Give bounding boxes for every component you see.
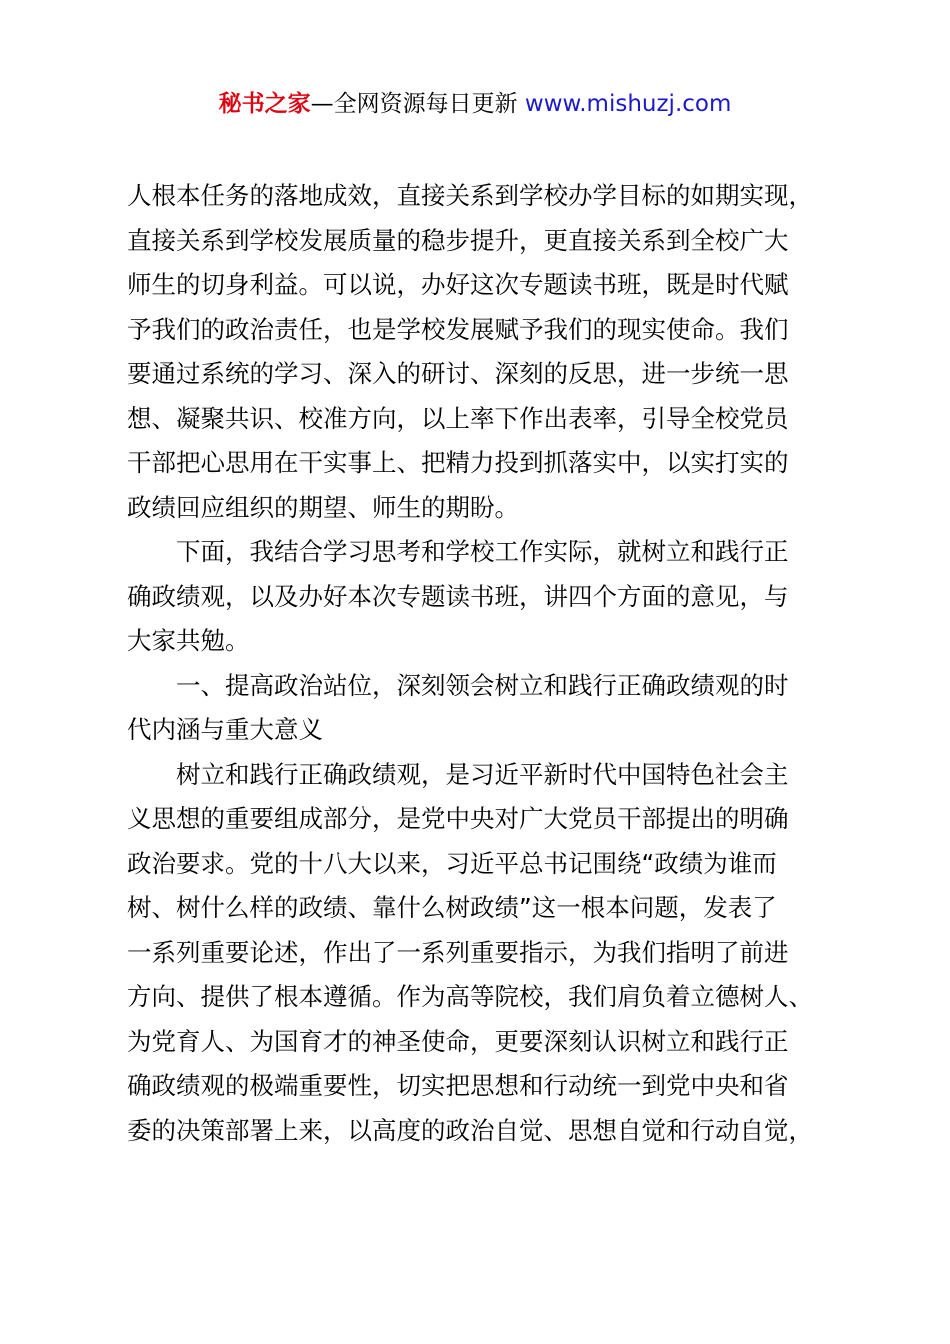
document-body <box>127 174 827 1153</box>
body-line: 大家共勉。 <box>127 626 250 655</box>
body-line: 政绩回应组织的期望、师生的期盼。 <box>127 492 519 522</box>
section-heading-line: 一、提高政治站位，深刻领会树立和践行正确政绩观的时 <box>127 670 789 700</box>
body-line: 人根本任务的落地成效，直接关系到学校办学目标的如期实现， <box>127 181 813 210</box>
body-line: 确政绩观的极端重要性，切实把思想和行动统一到党中央和省 <box>127 1071 789 1100</box>
body-line: 树立和践行正确政绩观，是习近平新时代中国特色社会主 <box>127 759 789 789</box>
body-line: 一系列重要论述，作出了一系列重要指示，为我们指明了前进 <box>127 937 789 967</box>
body-line: 方向、提供了根本遵循。作为高等院校，我们肩负着立德树人、 <box>127 982 813 1011</box>
body-line: 义思想的重要组成部分，是党中央对广大党员干部提出的明确 <box>127 804 789 833</box>
section-heading-line: 代内涵与重大意义 <box>127 715 323 744</box>
header-brand: 秘书之家 <box>218 91 311 117</box>
body-line: 要通过系统的学习、深入的研讨、深刻的反思，进一步统一思 <box>127 359 789 388</box>
page-header <box>0 88 950 120</box>
body-line: 确政绩观，以及办好本次专题读书班，讲四个方面的意见，与 <box>127 581 789 611</box>
body-line: 树、树什么样的政绩、靠什么树政绩”这一根本问题，发表了 <box>127 893 777 922</box>
body-line: 委的决策部署上来，以高度的政治自觉、思想自觉和行动自觉， <box>127 1115 813 1145</box>
header-url[interactable]: www.mishuzj.com <box>524 91 732 117</box>
body-line: 予我们的政治责任，也是学校发展赋予我们的现实使命。我们 <box>127 314 789 344</box>
body-line: 政治要求。党的十八大以来，习近平总书记围绕“政绩为谁而 <box>127 848 777 878</box>
body-line: 直接关系到学校发展质量的稳步提升，更直接关系到全校广大 <box>127 225 789 255</box>
body-line: 为党育人、为国育才的神圣使命，更要深刻认识树立和践行正 <box>127 1026 789 1056</box>
body-line: 师生的切身利益。可以说，办好这次专题读书班，既是时代赋 <box>127 270 789 299</box>
body-line: 下面，我结合学习思考和学校工作实际，就树立和践行正 <box>127 537 789 566</box>
body-line: 干部把心思用在干实事上、把精力投到抓落实中，以实打实的 <box>127 448 789 477</box>
header-tagline: —全网资源每日更新 <box>310 91 525 117</box>
body-line: 想、凝聚共识、校准方向，以上率下作出表率，引导全校党员 <box>127 403 789 433</box>
